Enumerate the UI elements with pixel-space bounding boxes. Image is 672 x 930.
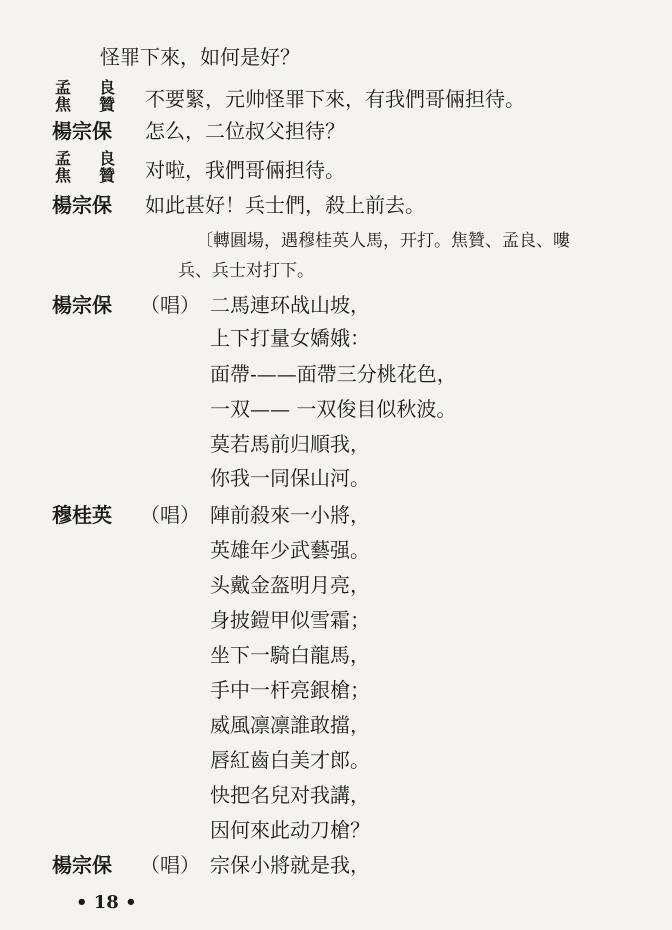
speaker-name: 楊宗保 [52,193,112,217]
stage-direction-line-2: 兵、兵士对打下。 [178,261,314,281]
song-line: 快把名兒对我講， [210,783,370,807]
speaker-pair-meng-jiao-1 [55,79,125,113]
stage-direction-line-1: 〔轉圓場，遇穆桂英人馬，开打。焦贊、孟良、嘍 [196,231,570,251]
song-line: 莫若馬前归順我， [210,432,370,456]
song-line: 坐下一騎白龍馬， [210,643,370,667]
dialogue-line-5: 如此甚好！兵士們，殺上前去。 [145,193,425,217]
song-line: 陣前殺來一小將， [210,503,370,527]
song-line: 一双—— 一双俊目似秋波。 [210,397,457,421]
song-line: 头戴金盔明月亮， [210,573,370,597]
speaker-name: 楊宗保 [52,853,112,877]
speaker-char: 焦 [55,166,72,185]
sing-marker: （唱） [140,293,200,317]
page-number: • 18 • [76,892,137,913]
song-line: 唇紅齒白美才郎。 [210,748,370,772]
speaker-name: 楊宗保 [52,119,112,143]
speaker-pair-meng-jiao-2 [55,150,125,184]
dialogue-line-2: 不要緊，元帅怪罪下來，有我們哥倆担待。 [145,87,525,111]
dialogue-line-4: 对啦，我們哥倆担待。 [145,158,345,182]
song-line: 英雄年少武藝强。 [210,538,370,562]
speaker-char: 良 [99,149,116,168]
speaker-char: 贊 [99,166,116,185]
speaker-char: 良 [99,78,116,97]
song-line: 身披鎧甲似雪霜； [210,608,370,632]
song-line: 你我一同保山河。 [210,466,370,490]
song-line: 面帶-——面帶三分桃花色， [210,362,457,386]
dialogue-line-1: 怪罪下來，如何是好？ [100,45,300,69]
song-line: 因何來此动刀槍？ [210,818,370,842]
song-line: 威風凛凛誰敢擋， [210,713,370,737]
speaker-char: 孟 [55,149,72,168]
sing-marker: （唱） [140,503,200,527]
speaker-char: 孟 [55,78,72,97]
dialogue-line-3: 怎么，二位叔父担待？ [145,119,345,143]
song-line: 上下打量女嬌娥： [210,326,370,350]
speaker-char: 焦 [55,95,72,114]
speaker-name: 穆桂英 [52,503,112,527]
song-line: 手中一杆亮銀槍； [210,678,370,702]
speaker-name: 楊宗保 [52,293,112,317]
speaker-char: 贊 [99,95,116,114]
song-line: 宗保小將就是我， [210,853,370,877]
song-line: 二馬連环战山坡， [210,293,370,317]
sing-marker: （唱） [140,853,200,877]
